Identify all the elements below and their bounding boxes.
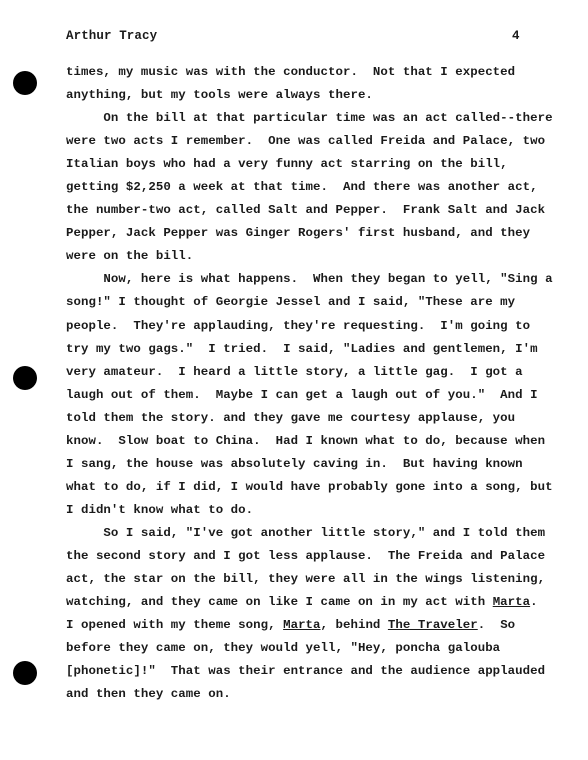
- text-line: the second story and I got less applause. The Freida and Palace: [66, 548, 546, 563]
- binder-hole-top: [13, 71, 37, 95]
- text-line: before they came on, they would yell, "Hey, poncha galouba: [66, 641, 501, 656]
- text-line: Italian boys who had a very funny act starring on the bill,: [66, 157, 508, 172]
- text-line: I didn't know what to do.: [66, 502, 254, 517]
- text-line: laugh out of them. Maybe I can get a laugh out of you." And I: [66, 387, 538, 402]
- text-segment: watching, and they came on like I came on in my act with: [66, 595, 493, 610]
- page-number: 4: [512, 29, 520, 43]
- text-line: act, the star on the bill, they were all in the wings listening,: [66, 572, 546, 587]
- text-line: [66, 614, 536, 637]
- binder-hole-middle: [13, 366, 37, 390]
- header-author-name: Arthur Tracy: [66, 29, 158, 43]
- text-line: told them the story. and they gave me courtesy applause, you: [66, 410, 516, 425]
- transcript-body: [66, 61, 553, 706]
- text-line: anything, but my tools were always there.: [66, 88, 373, 103]
- text-line: I sang, the house was absolutely caving in. But having known: [66, 456, 523, 471]
- title-the-traveler: The Traveler: [387, 618, 478, 633]
- text-line: getting $2,250 a week at that time. And there was another act,: [66, 180, 538, 195]
- text-line: So I said, "I've got another little story," and I told them: [66, 525, 546, 540]
- text-segment: .: [530, 595, 538, 610]
- text-line: [phonetic]!" That was their entrance and the audience applauded: [66, 664, 546, 679]
- binder-hole-bottom: [13, 661, 37, 685]
- text-line: and then they came on.: [66, 687, 231, 702]
- text-line: people. They're applauding, they're requesting. I'm going to: [66, 318, 531, 333]
- text-line: the number-two act, called Salt and Pepper. Frank Salt and Jack: [66, 203, 546, 218]
- text-line: try my two gags." I tried. I said, "Ladies and gentlemen, I'm: [66, 341, 538, 356]
- text-line: times, my music was with the conductor. Not that I expected: [66, 65, 516, 79]
- text-line: song!" I thought of Georgie Jessel and I said, "These are my: [66, 295, 516, 310]
- text-line: On the bill at that particular time was an act called--there: [66, 111, 553, 126]
- text-line: very amateur. I heard a little story, a little gag. I got a: [66, 364, 523, 379]
- text-line: Now, here is what happens. When they began to yell, "Sing a: [66, 272, 553, 287]
- text-line: were two acts I remember. One was called Freida and Palace, two: [66, 134, 546, 149]
- text-segment: . So: [477, 618, 516, 633]
- text-line: [66, 591, 536, 614]
- song-title-marta: Marta: [283, 618, 321, 633]
- text-line: know. Slow boat to China. Had I known what to do, because when: [66, 433, 546, 448]
- text-segment: I opened with my theme song,: [66, 618, 284, 633]
- text-line: Pepper, Jack Pepper was Ginger Rogers' first husband, and they: [66, 226, 531, 241]
- text-segment: , behind: [320, 618, 388, 633]
- text-line: were on the bill.: [66, 249, 194, 264]
- text-line: what to do, if I did, I would have probably gone into a song, but: [66, 479, 553, 494]
- song-title-marta: Marta: [492, 595, 531, 610]
